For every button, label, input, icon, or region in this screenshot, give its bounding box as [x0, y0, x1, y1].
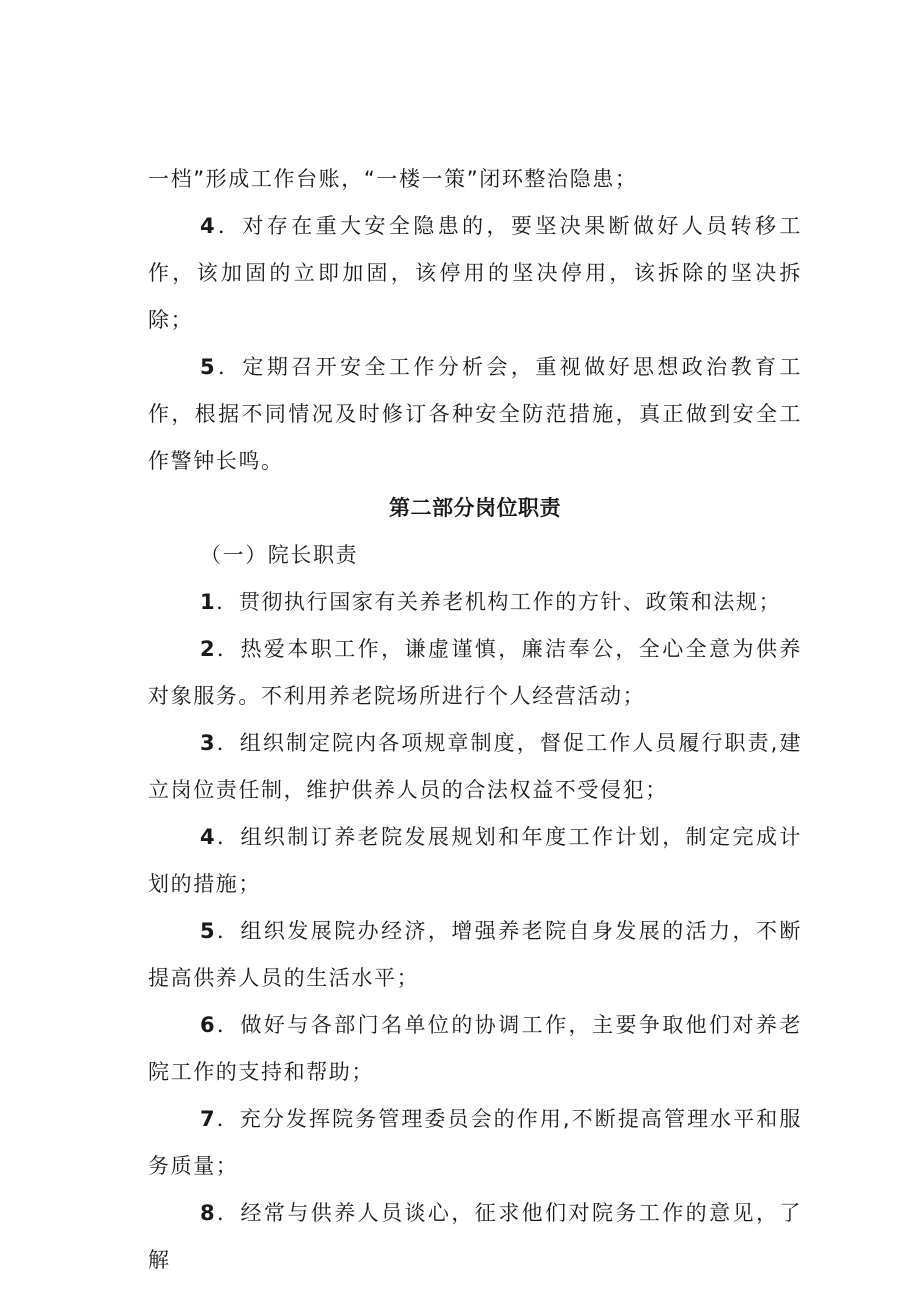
item-number: 1	[200, 590, 217, 614]
item-text: ．充分发挥院务管理委员会的作用,不断提高管理水平和服务质量；	[148, 1107, 802, 1178]
duty-item-1	[148, 579, 802, 626]
duty-item-6	[148, 1002, 802, 1096]
item-text: ．组织制订养老院发展规划和年度工作计划，制定完成计划的措施；	[148, 825, 802, 896]
item-number: 3	[200, 731, 217, 755]
item-number: 4	[200, 825, 217, 849]
item-number: 6	[200, 1013, 217, 1037]
item-number: 7	[200, 1107, 217, 1131]
item-text: ．组织制定院内各项规章制度，督促工作人员履行职责,建立岗位责任制，维护供养人员的合法权益不受侵犯；	[148, 731, 802, 802]
document-body	[148, 156, 802, 1284]
duty-item-7	[148, 1096, 802, 1190]
section-subtitle: （一）院长职责	[200, 543, 359, 567]
duty-item-2	[148, 626, 802, 720]
item-text: ．贯彻执行国家有关养老机构工作的方针、政策和法规；	[216, 590, 782, 614]
item-number: 2	[200, 637, 217, 661]
continued-line: 一档”形成工作台账，“一楼一策”闭环整治隐患；	[148, 167, 638, 191]
intro-item-4	[148, 203, 802, 344]
item-number: 5	[200, 919, 217, 943]
item-text: ．对存在重大安全隐患的，要坚决果断做好人员转移工作，该加固的立即加固，该停用的坚决停用，该拆除的坚决拆除；	[148, 214, 802, 332]
duty-item-3	[148, 720, 802, 814]
section-title: 第二部分岗位职责	[389, 496, 561, 520]
item-text: ．组织发展院办经济，增强养老院自身发展的活力，不断提高供养人员的生活水平；	[148, 919, 802, 990]
duty-item-8	[148, 1190, 802, 1284]
duty-item-4	[148, 814, 802, 908]
duty-item-5	[148, 908, 802, 1002]
item-text: ．定期召开安全工作分析会，重视做好思想政治教育工作，根据不同情况及时修订各种安全防范措施，真正做到安全工作警钟长鸣。	[148, 355, 802, 473]
item-number: 8	[200, 1201, 217, 1225]
item-text: ．做好与各部门名单位的协调工作，主要争取他们对养老院工作的支持和帮助；	[148, 1013, 802, 1084]
item-number: 4	[200, 214, 217, 238]
item-number: 5	[200, 355, 217, 379]
intro-item-5	[148, 344, 802, 485]
item-text: ．热爱本职工作，谦虚谨慎，廉洁奉公，全心全意为供养对象服务。不利用养老院场所进行个人经营活动；	[148, 637, 802, 708]
item-text: ．经常与供养人员谈心，征求他们对院务工作的意见，了解	[148, 1201, 802, 1272]
